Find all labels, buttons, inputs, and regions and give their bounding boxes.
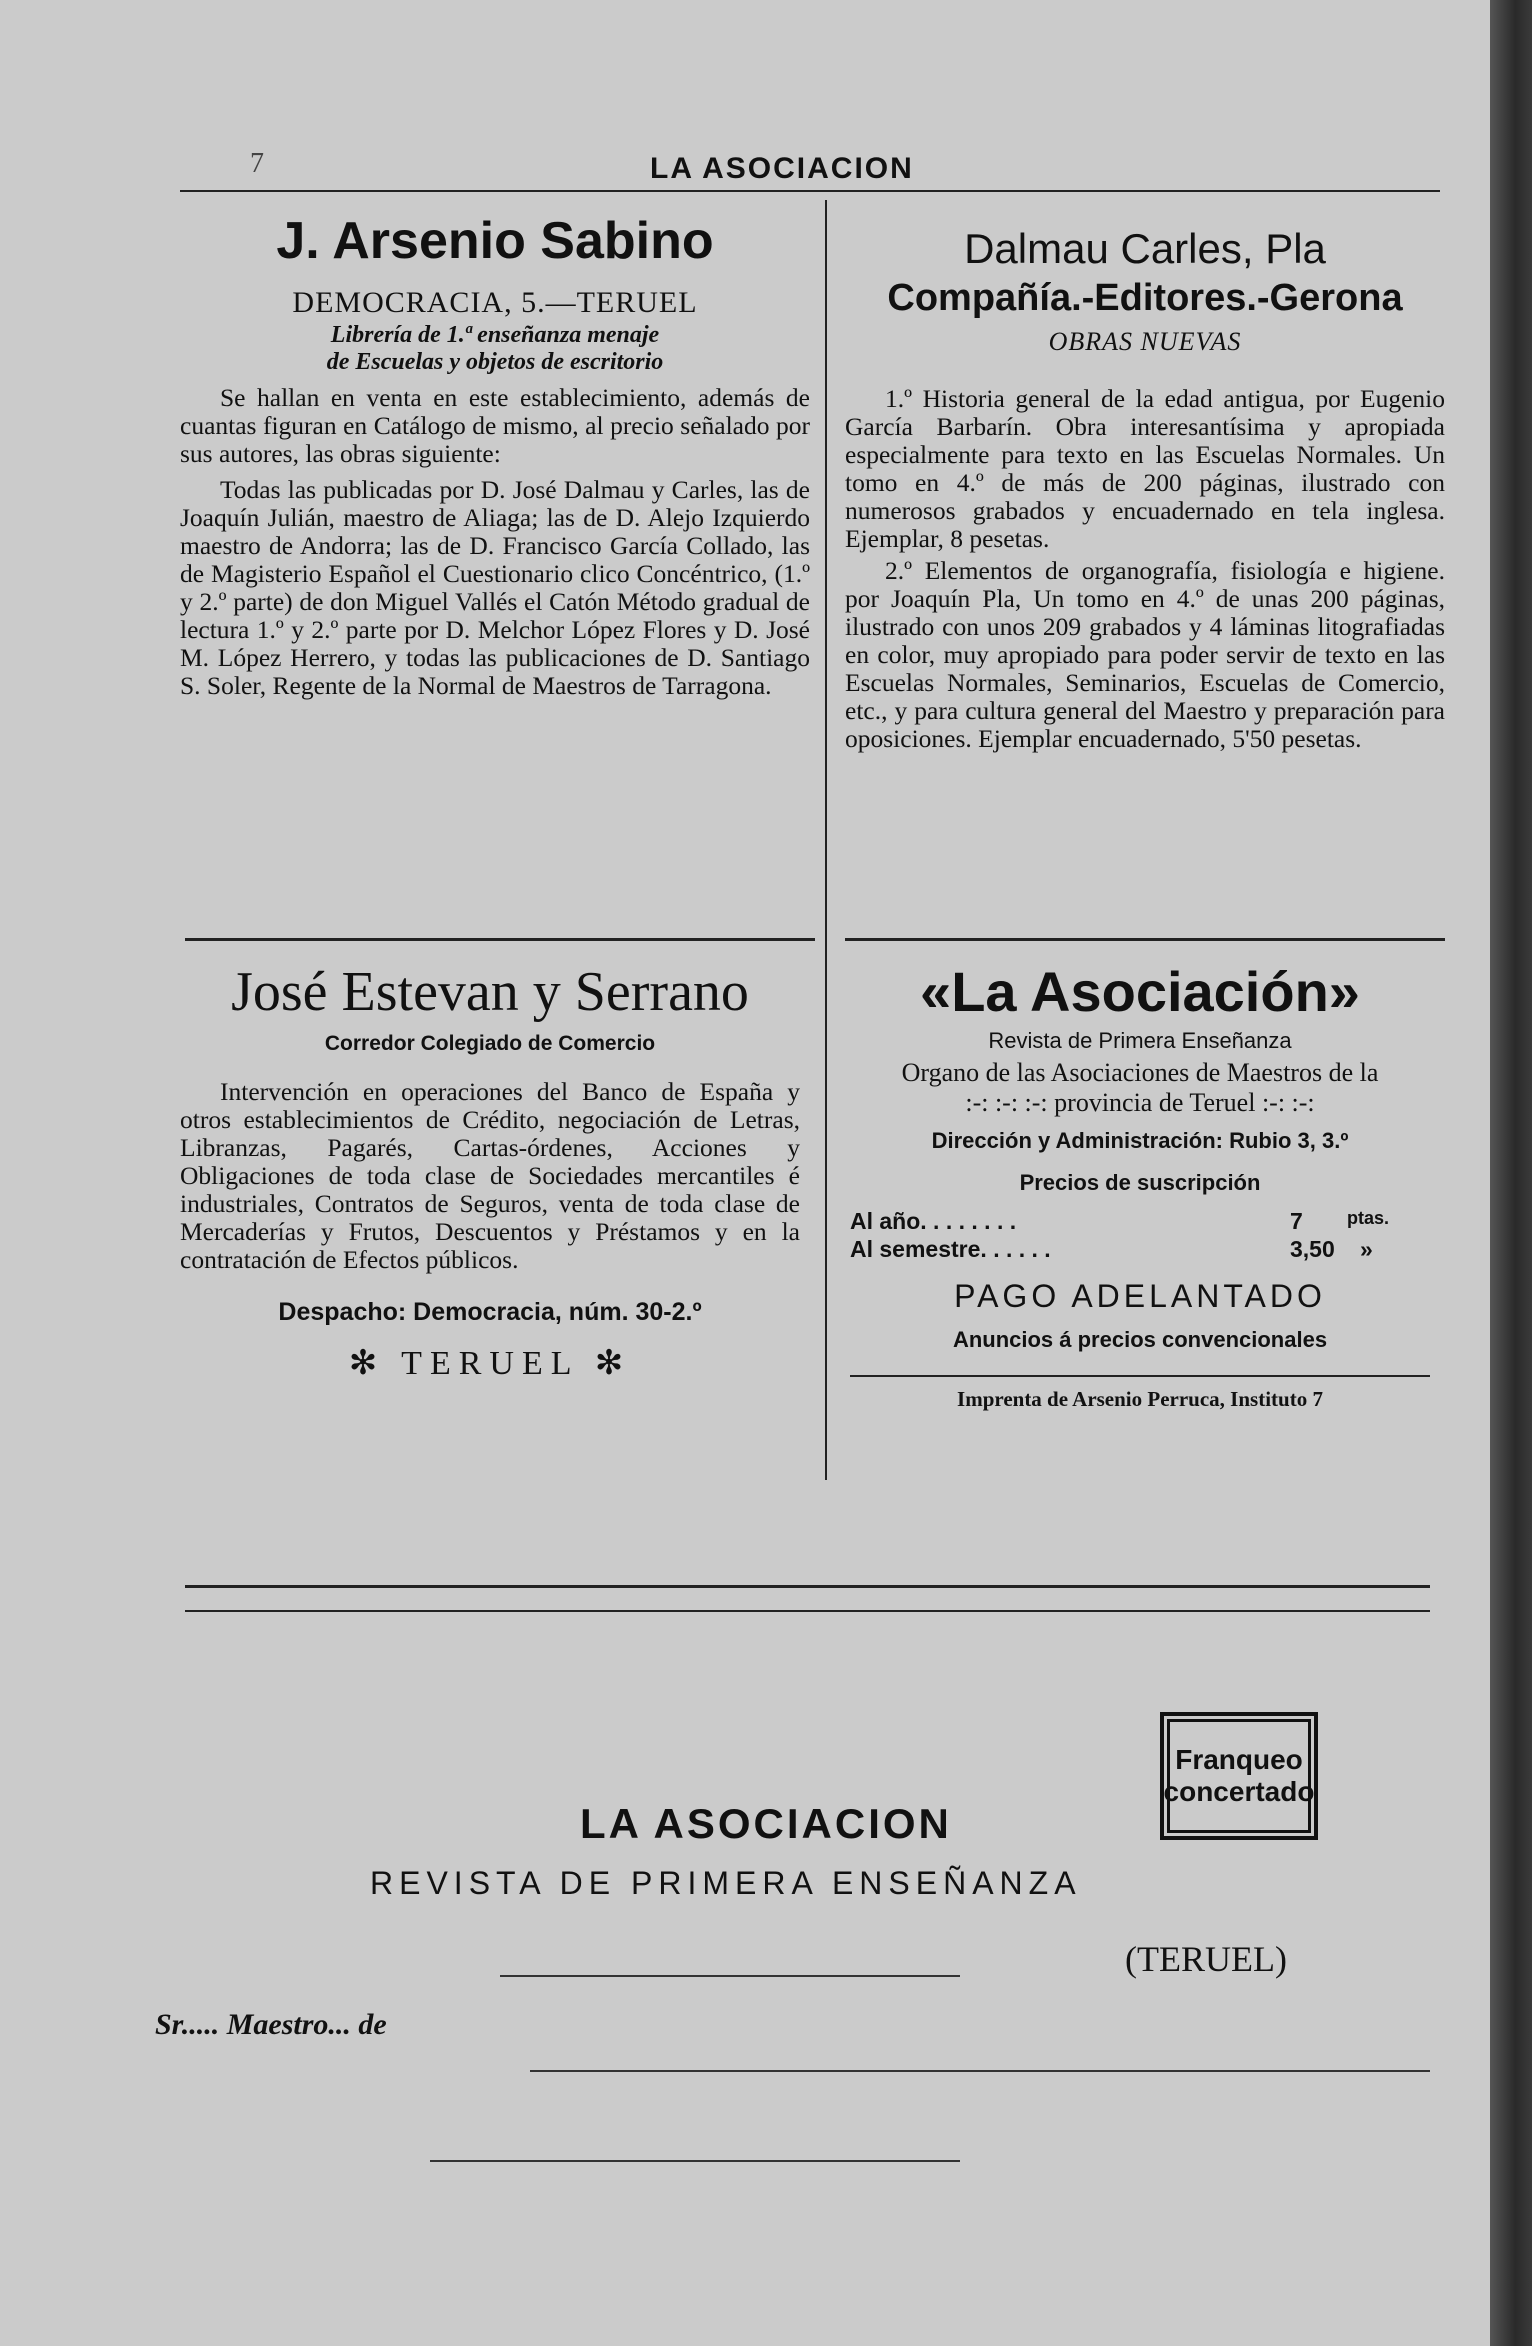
price-table [835,1208,1445,1272]
ad-sabino-text-1: Se hallan en venta en este establecimiento, además de cuantas figuran en Catálogo de mismo, al precio señalado por sus autores, las obras siguiente: [180,383,810,468]
price-row-1-amount: 7 [1290,1208,1303,1234]
ad-sabino-subtitle-1: Librería de 1.ª enseñanza menaje [330,322,660,348]
ad-asociacion-subtitle: Revista de Primera Enseñanza [988,1028,1292,1053]
page-number: 7 [250,148,264,179]
price-row-2-amount: 3,50 [1290,1236,1335,1262]
mailing-top-rule-2 [185,1610,1430,1612]
ad-estevan [180,960,800,1383]
ad-estevan-text: Intervención en operaciones del Banco de España y otros establecimientos de Crédito, negociación de Letras, Libranzas, Pagarés, Cartas-órdenes, Acciones y Obligaciones de toda clase de Sociedades mercantiles é industriales, Contratos de Seguros, venta de toda clase de Mercaderías y Frutos, Descuentos y Préstamos y en la contratación de Efectos públicos. [180,1077,800,1274]
mailing-addressee: Sr..... Maestro... de [155,2008,387,2041]
column-divider [825,200,827,1480]
ad-dalmau-item-1: 1.º Historia general de la edad antigua, por Eugenio García Barbarín. Obra interesantísima y apropiada especialmente para texto en las Escuelas Normales. Un tomo en 4.º de más de 200 páginas, ilustrado con numerosos grabados y encuadernado en tela inglesa. Ejemplar, 8 pesetas. [845,384,1445,553]
ad-estevan-city: ✻ TERUEL ✻ [348,1345,632,1382]
divider-right [845,938,1445,941]
ad-asociacion [835,960,1445,1412]
mailing-top-rule [185,1585,1430,1588]
ad-estevan-name: José Estevan y Serrano [231,961,749,1023]
ad-asociacion-address: Dirección y Administración: Rubio 3, 3.º [931,1128,1349,1153]
ad-asociacion-printer: Imprenta de Arsenio Perruca, Instituto 7 [957,1387,1323,1411]
ad-dalmau-item-2: 2.º Elementos de organografía, fisiología e higiene. por Joaquín Pla, Un tomo en 4.º de unas 200 páginas, ilustrado con unos 209 grabados y 4 láminas litografiadas en color, muy apropiado para poder servir de texto en las Escuelas Normales, Seminarios, Escuelas de Comercio, etc., y para cultura general del Maestro y preparación para oposiciones. Ejemplar encuadernado, 5'50 pesetas. [845,556,1445,753]
ad-sabino-address: DEMOCRACIA, 5.—TERUEL [292,286,698,319]
ad-sabino [180,210,810,700]
page-edge-shadow [1490,0,1532,2346]
price-row-1-label: Al año. . . . . . . . [850,1208,1017,1234]
stamp-line-2: concertado [1163,1776,1315,1807]
ad-asociacion-organ-2: :-: :-: :-: provincia de Teruel :-: :-: [965,1088,1315,1117]
running-title: LA ASOCIACION [650,152,914,185]
mailing-line-2 [530,2070,1430,2072]
ad-sabino-name: J. Arsenio Sabino [276,212,714,270]
mailing-title: LA ASOCIACION [580,1800,952,1847]
price-row-1-unit: ptas. [1347,1208,1390,1228]
ad-sabino-text-2: Todas las publicadas por D. José Dalmau y Carles, las de Joaquín Julián, maestro de Aliaga; las de D. Alejo Izquierdo maestro de Andorra; las de D. Francisco García Collado, las de Magisterio Español el Cuestionario clico Concéntrico, (1.º y 2.º parte) de don Miguel Vallés el Catón Método gradual de lectura 1.º y 2.º parte por D. Melchor López Flores y D. José M. López Herrero, y todas las publicaciones de D. Santiago S. Soler, Regente de la Normal de Maestros de Tarragona. [180,475,810,700]
ad-dalmau-subtitle: OBRAS NUEVAS [1048,327,1242,356]
ad-dalmau-name: Dalmau Carles, Pla [964,225,1326,272]
ad-asociacion-prices-title: Precios de suscripción [1019,1170,1261,1195]
ad-asociacion-payment: PAGO ADELANTADO [954,1278,1326,1314]
mailing-line-1 [500,1975,960,1977]
ad-dalmau-company: Compañía.-Editores.-Gerona [887,277,1403,319]
header-rule [180,150,1440,192]
ad-asociacion-title: «La Asociación» [920,960,1360,1023]
price-row-2-label: Al semestre. . . . . . [850,1236,1051,1262]
printer-rule [850,1375,1430,1377]
ad-estevan-subtitle: Corredor Colegiado de Comercio [324,1032,656,1055]
franqueo-stamp [1160,1712,1318,1840]
mailing-subtitle: REVISTA DE PRIMERA ENSEÑANZA [370,1865,1082,1901]
price-row-2-unit: » [1360,1236,1373,1262]
ad-estevan-office: Despacho: Democracia, núm. 30-2.º [278,1298,702,1326]
mailing-line-3 [430,2160,960,2162]
ad-sabino-subtitle-2: de Escuelas y objetos de escritorio [326,349,664,375]
divider-left [185,938,815,941]
stamp-line-1: Franqueo [1175,1744,1303,1775]
ad-asociacion-organ-1: Organo de las Asociaciones de Maestros de la [901,1058,1379,1087]
ad-asociacion-ads-note: Anuncios á precios convencionales [952,1327,1328,1352]
mailing-city: (TERUEL) [1125,1939,1287,1979]
ad-dalmau [845,225,1445,753]
